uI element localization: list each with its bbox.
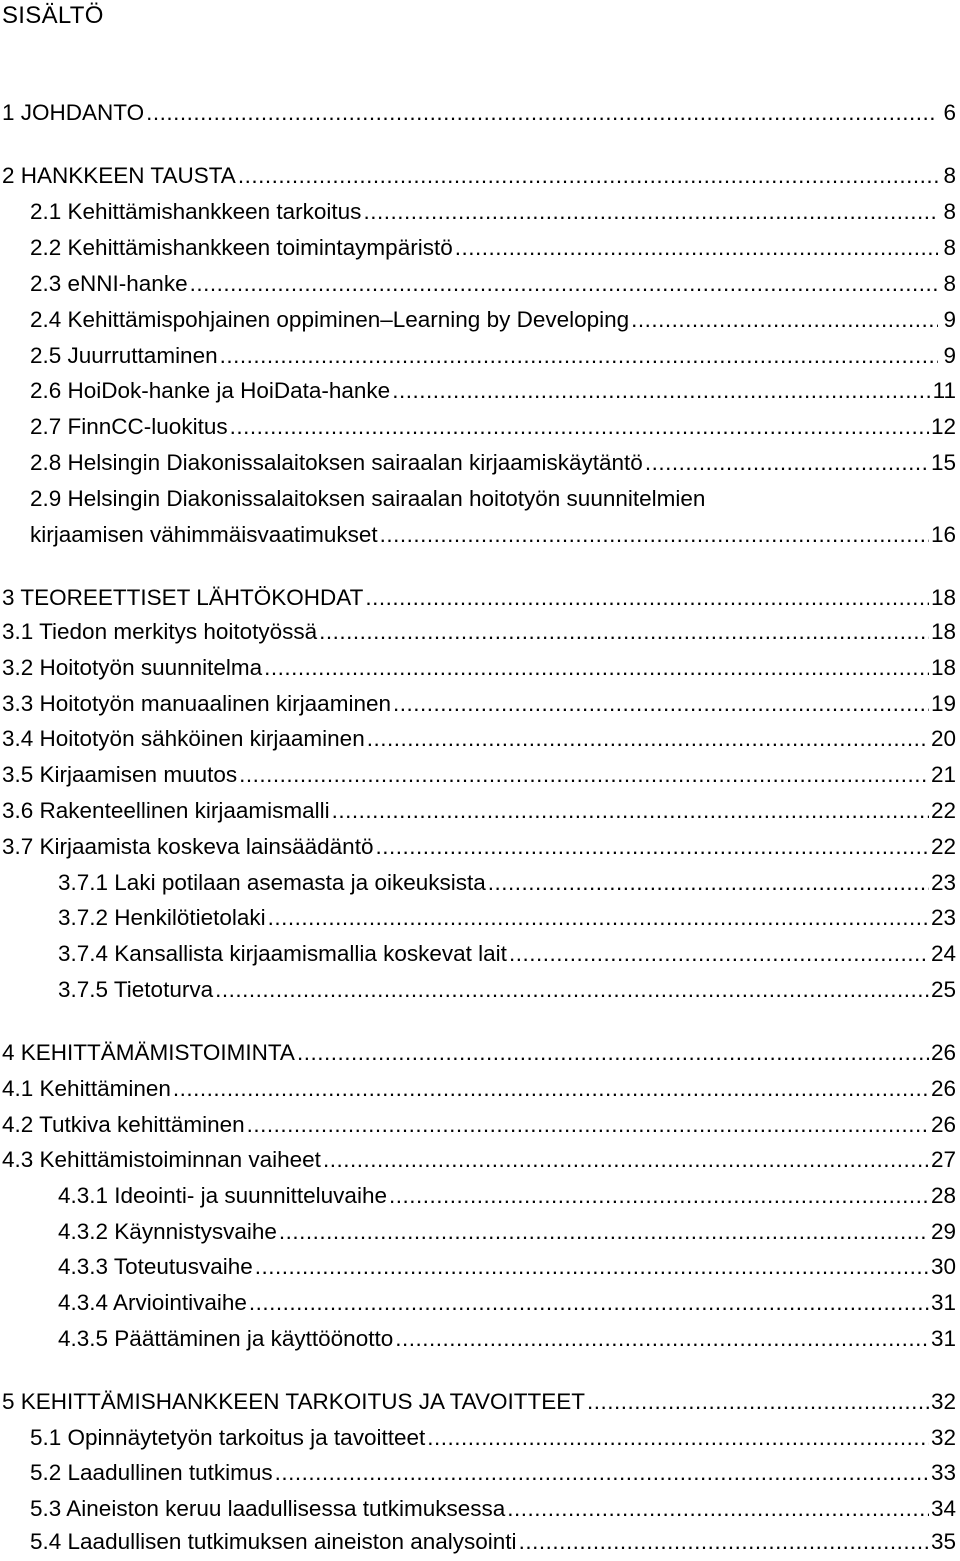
- toc-entry-label: 5.4 Laadullisen tutkimuksen aineiston analysointi: [30, 1529, 517, 1554]
- toc-entry[interactable]: [0, 829, 960, 865]
- toc-entry[interactable]: [0, 936, 960, 972]
- toc-entry-page: 9: [943, 307, 956, 332]
- toc-entry-page: 29: [930, 1219, 956, 1244]
- toc-entry[interactable]: [0, 1214, 960, 1250]
- toc-entry[interactable]: [0, 1455, 960, 1491]
- toc-entry-label: 4.1 Kehittäminen: [2, 1076, 171, 1101]
- dot-leader: [389, 1178, 929, 1214]
- dot-leader: [264, 650, 929, 686]
- toc-entry-label: 4 KEHITTÄMÄMISTOIMINTA: [2, 1040, 295, 1065]
- dot-leader: [268, 900, 929, 936]
- dot-leader: [220, 338, 938, 374]
- toc-entry-page: 33: [930, 1460, 956, 1485]
- dot-leader: [488, 865, 929, 901]
- toc-entry[interactable]: [0, 1249, 960, 1285]
- toc-entry-label: 3.7.5 Tietoturva: [58, 977, 214, 1002]
- toc-entry-page: 23: [930, 870, 956, 895]
- toc-entry-page: 9: [943, 343, 956, 368]
- toc-entry[interactable]: [0, 158, 960, 194]
- toc-entry-page: 32: [930, 1389, 956, 1414]
- dot-leader: [332, 793, 929, 829]
- dot-leader: [507, 1491, 929, 1527]
- toc-entry-label: 4.3.5 Päättäminen ja käyttöönotto: [58, 1326, 394, 1351]
- toc-entry-label: 3.4 Hoitotyön sähköinen kirjaaminen: [2, 726, 365, 751]
- toc-entry-label: 2 HANKKEEN TAUSTA: [2, 163, 236, 188]
- toc-entry-label: 2.3 eNNI-hanke: [30, 271, 188, 296]
- toc-entry-label: 5.2 Laadullinen tutkimus: [30, 1460, 273, 1485]
- toc-entry-page: 8: [943, 163, 956, 188]
- toc-entry-page: 27: [930, 1147, 956, 1172]
- toc-entry-page: 21: [930, 762, 956, 787]
- toc-entry-page: 25: [930, 977, 956, 1002]
- dot-leader: [365, 580, 929, 616]
- toc-entry-page: 26: [930, 1040, 956, 1065]
- toc-entry-label: 4.3.1 Ideointi- ja suunnitteluvaihe: [58, 1183, 387, 1208]
- toc-entry-page: 8: [943, 235, 956, 260]
- dot-leader: [173, 1071, 929, 1107]
- dot-leader: [631, 302, 938, 338]
- toc-entry-label: 1 JOHDANTO: [2, 100, 145, 125]
- dot-leader: [297, 1035, 929, 1071]
- toc-entry[interactable]: [0, 580, 960, 616]
- toc-entry-page: 30: [930, 1254, 956, 1279]
- toc-entry-page: 6: [943, 100, 956, 125]
- dot-leader: [247, 1107, 929, 1143]
- toc-entry-label: 2.6 HoiDok-hanke ja HoiData-hanke: [30, 378, 391, 403]
- dot-leader: [392, 373, 930, 409]
- toc-entry[interactable]: [0, 95, 960, 131]
- toc-entry-page: 22: [930, 834, 956, 859]
- toc-entry-label: 3.6 Rakenteellinen kirjaamismalli: [2, 798, 330, 823]
- toc-entry-label: 3 TEOREETTISET LÄHTÖKOHDAT: [2, 585, 364, 610]
- toc-entry[interactable]: [0, 1420, 960, 1456]
- toc-entry-label: 2.1 Kehittämishankkeen tarkoitus: [30, 199, 362, 224]
- toc-entry[interactable]: [0, 1035, 960, 1071]
- toc-entry[interactable]: [0, 793, 960, 829]
- toc-entry-label: 5 KEHITTÄMISHANKKEEN TARKOITUS JA TAVOITTEET: [2, 1389, 586, 1414]
- toc-entry-label: 5.1 Opinnäytetyön tarkoitus ja tavoitteet: [30, 1425, 426, 1450]
- toc-entry-label: 3.7.1 Laki potilaan asemasta ja oikeuksista: [58, 870, 486, 895]
- toc-entry-page: 23: [930, 905, 956, 930]
- dot-leader: [249, 1285, 929, 1321]
- toc-entry-page: 18: [930, 619, 956, 644]
- dot-leader: [363, 194, 938, 230]
- toc-entry-label: 4.3.2 Käynnistysvaihe: [58, 1219, 277, 1244]
- toc-entry[interactable]: [0, 1524, 960, 1560]
- toc-entry-page: 12: [930, 414, 956, 439]
- toc-entry[interactable]: [0, 900, 960, 936]
- toc-entry[interactable]: [0, 445, 960, 481]
- dot-leader: [509, 936, 929, 972]
- dot-leader: [455, 230, 938, 266]
- toc-entry-label: 5.3 Aineiston keruu laadullisessa tutkimuksessa: [30, 1496, 506, 1521]
- toc-entry[interactable]: [0, 1142, 960, 1178]
- toc-entry-page: 22: [930, 798, 956, 823]
- dot-leader: [645, 445, 929, 481]
- toc-entry[interactable]: [0, 1178, 960, 1214]
- toc-entry-label: 2.4 Kehittämispohjainen oppiminen–Learning by Developing: [30, 307, 630, 332]
- dot-leader: [393, 686, 929, 722]
- dot-leader: [323, 1142, 929, 1178]
- toc-entry-label: kirjaamisen vähimmäisvaatimukset: [30, 522, 378, 547]
- toc-entry[interactable]: [0, 338, 960, 374]
- dot-leader: [230, 409, 929, 445]
- toc-entry-label: 4.3.3 Toteutusvaihe: [58, 1254, 253, 1279]
- toc-entry-page: 8: [943, 199, 956, 224]
- toc-entry[interactable]: [0, 1285, 960, 1321]
- toc-heading: SISÄLTÖ: [2, 2, 104, 29]
- dot-leader: [239, 757, 929, 793]
- dot-leader: [255, 1249, 929, 1285]
- toc-entry-label: 2.5 Juurruttaminen: [30, 343, 218, 368]
- toc-entry-label: 2.8 Helsingin Diakonissalaitoksen sairaalan kirjaamiskäytäntö: [30, 450, 643, 475]
- toc-entry-page: 18: [930, 655, 956, 680]
- toc-entry-page: 26: [930, 1112, 956, 1137]
- toc-entry-page: 34: [930, 1496, 956, 1521]
- toc-entry[interactable]: [0, 1384, 960, 1420]
- toc-entry[interactable]: [0, 721, 960, 757]
- toc-entry-label: 2.9 Helsingin Diakonissalaitoksen sairaalan hoitotyön suunnitelmien: [30, 486, 706, 511]
- toc-entry[interactable]: [0, 865, 960, 901]
- toc-entry[interactable]: [0, 614, 960, 650]
- dot-leader: [238, 158, 938, 194]
- toc-entry-label: 3.7 Kirjaamista koskeva lainsäädäntö: [2, 834, 374, 859]
- dot-leader: [380, 517, 929, 553]
- dot-leader: [215, 972, 929, 1008]
- dot-leader: [279, 1214, 929, 1250]
- toc-entry[interactable]: [0, 373, 960, 409]
- dot-leader: [395, 1321, 929, 1357]
- toc-entry-page: 11: [932, 378, 956, 403]
- dot-leader: [519, 1524, 929, 1560]
- toc-entry[interactable]: [0, 1107, 960, 1143]
- toc-entry[interactable]: [0, 194, 960, 230]
- toc-entry-continuation[interactable]: [0, 517, 960, 553]
- toc-entry-page: 15: [930, 450, 956, 475]
- dot-leader: [146, 95, 938, 131]
- toc-entry[interactable]: [0, 266, 960, 302]
- toc-entry-label: 3.5 Kirjaamisen muutos: [2, 762, 238, 787]
- toc-entry-label: 3.7.2 Henkilötietolaki: [58, 905, 266, 930]
- dot-leader: [375, 829, 929, 865]
- toc-entry[interactable]: [0, 302, 960, 338]
- dot-leader: [275, 1455, 929, 1491]
- dot-leader: [427, 1420, 929, 1456]
- dot-leader: [319, 614, 929, 650]
- toc-entry[interactable]: [0, 650, 960, 686]
- toc-entry[interactable]: [0, 1071, 960, 1107]
- toc-entry[interactable]: [0, 972, 960, 1008]
- toc-entry-page: 19: [930, 691, 956, 716]
- toc-entry-page: 24: [930, 941, 956, 966]
- toc-entry-page: 31: [930, 1290, 956, 1315]
- toc-entry-label: 3.3 Hoitotyön manuaalinen kirjaaminen: [2, 691, 391, 716]
- toc-entry[interactable]: [0, 481, 960, 517]
- toc-entry-page: 20: [930, 726, 956, 751]
- dot-leader: [190, 266, 938, 302]
- toc-entry-page: 26: [930, 1076, 956, 1101]
- toc-entry[interactable]: [0, 757, 960, 793]
- toc-entry[interactable]: [0, 409, 960, 445]
- toc-entry-page: 18: [930, 585, 956, 610]
- toc-entry-page: 31: [930, 1326, 956, 1351]
- dot-leader: [587, 1384, 929, 1420]
- toc-entry-label: 3.1 Tiedon merkitys hoitotyössä: [2, 619, 318, 644]
- toc-entry-label: 3.2 Hoitotyön suunnitelma: [2, 655, 263, 680]
- toc-entry-label: 4.2 Tutkiva kehittäminen: [2, 1112, 245, 1137]
- toc-entry[interactable]: [0, 1491, 960, 1527]
- toc-entry-page: 32: [930, 1425, 956, 1450]
- toc-entry-page: 28: [930, 1183, 956, 1208]
- toc-entry-label: 4.3 Kehittämistoiminnan vaiheet: [2, 1147, 321, 1172]
- toc-entry-page: 8: [943, 271, 956, 296]
- toc-entry-label: 4.3.4 Arviointivaihe: [58, 1290, 247, 1315]
- dot-leader: [367, 721, 929, 757]
- toc-entry-label: 3.7.4 Kansallista kirjaamismallia koskevat lait: [58, 941, 507, 966]
- toc-entry-label: 2.7 FinnCC-luokitus: [30, 414, 228, 439]
- toc-entry[interactable]: [0, 686, 960, 722]
- toc-entry[interactable]: [0, 1321, 960, 1357]
- toc-entry-page: 16: [930, 522, 956, 547]
- toc-entry[interactable]: [0, 230, 960, 266]
- toc-entry-page: 35: [930, 1529, 956, 1554]
- toc-entry-label: 2.2 Kehittämishankkeen toimintaympäristö: [30, 235, 453, 260]
